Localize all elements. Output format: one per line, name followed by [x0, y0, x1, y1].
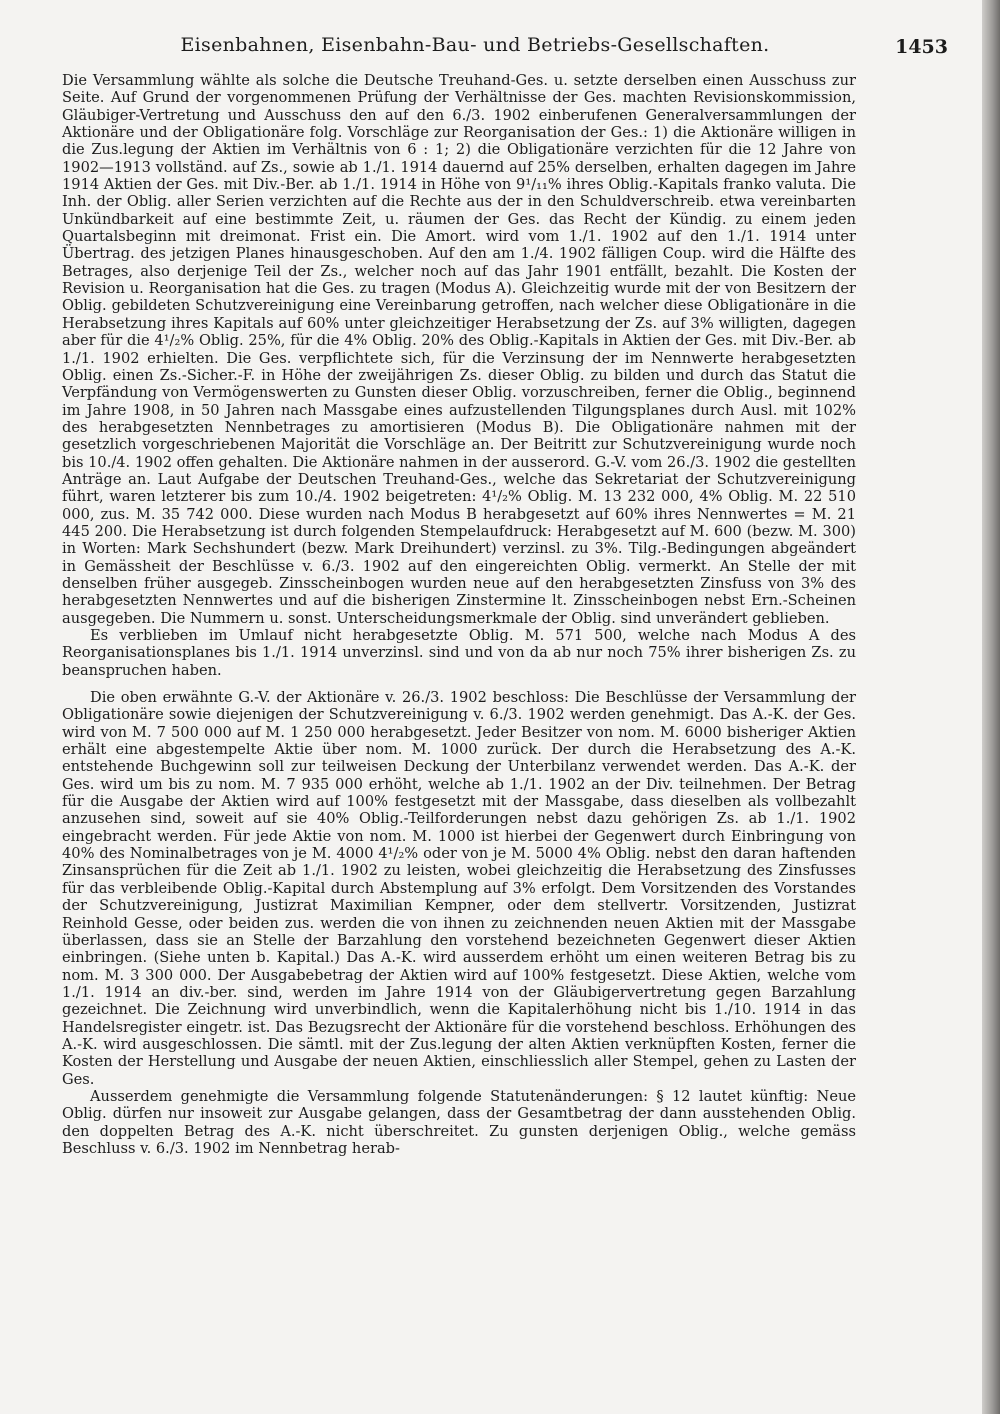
paragraph-reorganisation: Die Versammlung wählte als solche die Deutsche Treuhand-Ges. u. setzte derselben einen Ausschuss zur Seite. Auf Grund der vorgenommenen Prüfung der Verhältnisse der Ges. machten Revisionskommission, Gläubiger-Vertretung und Ausschuss den auf den 6./3. 1902 einberufenen Generalversammlungen der Aktionäre und der Obligationäre folg. Vorschläge zur Reorganisation der Ges.: 1) die Aktionäre willigen in die Zus.legung der Aktien im Verhältnis von 6 : 1; 2) die Obligationäre verzichten für die 12 Jahre von 1902—1913 vollständ. auf Zs., sowie ab 1./1. 1914 dauernd auf 25% derselben, erhalten dagegen im Jahre 1914 Aktien der Ges. mit Div.-Ber. ab 1./1. 1914 in Höhe von 9¹/₁₁% ihres Oblig.-Kapitals franko valuta. Die Inh. der Oblig. aller Serien verzichten auf die Rechte aus der in den Schuldverschreib. etwa vereinbarten Unkündbarkeit auf eine bestimmte Zeit, u. räumen der Ges. das Recht der Kündig. zu einem jeden Quartalsbeginn mit dreimonat. Frist ein. Die Amort. wird vom 1./1. 1902 auf den 1./1. 1914 unter Übertrag. des jetzigen Planes hinausgeschoben. Auf den am 1./4. 1902 fälligen Coup. wird die Hälfte des Betrages, also derjenige Teil der Zs., welcher noch auf das Jahr 1901 entfällt, bezahlt. Die Kosten der Revision u. Reorganisation hat die Ges. zu tragen (Modus A). Gleichzeitig wurde mit der von Besitzern der Oblig. gebildeten Schutzvereinigung eine Vereinbarung getroffen, nach welcher diese Obligationäre in die Herabsetzung ihres Kapitals auf 60% unter gleichzeitiger Herabsetzung der Zs. auf 3% willigten, dagegen aber für die 4¹/₂% Oblig. 25%, für die 4% Oblig. 20% des Oblig.-Kapitals in Aktien der Ges. mit Div.-Ber. ab 1./1. 1902 erhielten. Die Ges. verpflichtete sich, für die Verzinsung der im Nennwerte herabgesetzten Oblig. einen Zs.-Sicher.-F. in Höhe der zweijährigen Zs. dieser Oblig. zu bilden und durch das Statut die Verpfändung von Vermögenswerten zu Gunsten dieser Oblig. vorzuschreiben, ferner die Oblig., beginnend im Jahre 1908, in 50 Jahren nach Massgabe eines aufzustellenden Tilgungsplanes durch Ausl. mit 102% des herabgesetzten Nennbetrages zu amortisieren (Modus B). Die Obligationäre nahmen mit der gesetzlich vorgeschriebenen Majorität die Vorschläge an. Der Beitritt zur Schutzvereinigung wurde noch bis 10./4. 1902 offen gehalten. Die Aktionäre nahmen in der ausserord. G.-V. vom 26./3. 1902 die gestellten Anträge an. Laut Aufgabe der Deutschen Treuhand-Ges., welche das Sekretariat der Schutzvereinigung führt, waren letzterer bis zum 10./4. 1902 beigetreten: 4¹/₂% Oblig. M. 13 232 000, 4% Oblig. M. 22 510 000, zus. M. 35 742 000. Diese wurden nach Modus B herabgesetzt auf 60% ihres Nennwertes = M. 21 445 200. Die Herabsetzung ist durch folgenden Stempelaufdruck: Herabgesetzt auf M. 600 (bezw. M. 300) in Worten: Mark Sechshundert (bezw. Mark Dreihundert) verzinsl. zu 3%. Tilg.-Bedingungen abgeändert in Gemässheit der Beschlüsse v. 6./3. 1902 auf den eingereichten Oblig. vermerkt. An Stelle der mit denselben früher ausgegeb. Zinsscheinbogen wurden neue auf den herabgesetzten Zinsfuss von 3% des herabgesetzten Nennwertes und auf die bisherigen Zinstermine lt. Zinsscheinbogen nebst Ern.-Scheinen ausgegeben. Die Nummern u. sonst. Unterscheidungsmerkmale der Oblig. sind unverändert geblieben. — [62, 72, 856, 627]
paragraph-shareholder-meeting: Die oben erwähnte G.-V. der Aktionäre v. 26./3. 1902 beschloss: Die Beschlüsse der Versammlung der Obligationäre sowie diejenigen der Schutzvereinigung v. 6./3. 1902 werden genehmigt. Das A.-K. der Ges. wird von M. 7 500 000 auf M. 1 250 000 herabgesetzt. Jeder Besitzer von nom. M. 6000 bisheriger Aktien erhält eine abgestempelte Aktie über nom. M. 1000 zurück. Der durch die Herabsetzung des A.-K. entstehende Buchgewinn soll zur teilweisen Deckung der Unterbilanz verwendet werden. Das A.-K. der Ges. wird um bis zu nom. M. 7 935 000 erhöht, welche ab 1./1. 1902 an der Div. teilnehmen. Der Betrag für die Ausgabe der Aktien wird auf 100% festgesetzt mit der Massgabe, dass dieselben als vollbezahlt anzusehen sind, soweit auf sie 40% Oblig.-Teilforderungen nebst dazu gehörigen Zs. ab 1./1. 1902 eingebracht werden. Für jede Aktie von nom. M. 1000 ist hierbei der Gegenwert durch Einbringung von 40% des Nominalbetrages von je M. 4000 4¹/₂% oder von je M. 5000 4% Oblig. nebst den daran haftenden Zinsansprüchen für die Zeit ab 1./1. 1902 zu leisten, wobei gleichzeitig die Herabsetzung des Zinsfusses für das verbleibende Oblig.-Kapital durch Abstemplung auf 3% erfolgt. Dem Vorsitzenden des Vorstandes der Schutzvereinigung, Justizrat Maximilian Kempner, oder dem stellvertr. Vorsitzenden, Justizrat Reinhold Gesse, oder beiden zus. werden die von ihnen zu zeichnenden neuen Aktien mit der Massgabe überlassen, dass sie an Stelle der Barzahlung den vorstehend bezeichneten Gegenwert dieser Aktien einbringen. (Siehe unten b. Kapital.) Das A.-K. wird ausserdem erhöht um einen weiteren Betrag bis zu nom. M. 3 300 000. Der Ausgabebetrag der Aktien wird auf 100% festgesetzt. Diese Aktien, welche vom 1./1. 1914 an div.-ber. sind, werden im Jahre 1914 von der Gläubigervertretung gegen Barzahlung gezeichnet. Die Zeichnung wird unverbindlich, wenn die Kapitalerhöhung nicht bis 1./10. 1914 in das Handelsregister eingetr. ist. Das Bezugsrecht der Aktionäre für die vorstehend beschloss. Erhöhungen des A.-K. wird ausgeschlossen. Die sämtl. mit der Zus.legung der alten Aktien verknüpften Kosten, ferner die Kosten der Herstellung und Ausgabe der neuen Aktien, einschliesslich aller Stempel, gehen zu Lasten der Ges. — [62, 689, 856, 1088]
page-header — [62, 30, 948, 60]
page-binding-edge — [982, 0, 1000, 1414]
page-number: 1453 — [895, 36, 948, 58]
running-title: Eisenbahnen, Eisenbahn-Bau- und Betriebs-Gesellschaften. — [180, 34, 770, 56]
paragraph-statute-changes: Ausserdem genehmigte die Versammlung folgende Statutenänderungen: § 12 lautet künftig: Neue Oblig. dürfen nur insoweit zur Ausgabe gelangen, dass der Gesamtbetrag der dann ausstehenden Oblig. den doppelten Betrag des A.-K. nicht überschreitet. Zu gunsten derjenigen Oblig., welche gemäss Beschluss v. 6./3. 1902 im Nennbetrag herab- — [62, 1087, 856, 1157]
body-text — [62, 72, 856, 1157]
paragraph-remaining-bonds: Es verblieben im Umlauf nicht herabgesetzte Oblig. M. 571 500, welche nach Modus A des Reorganisationsplanes bis 1./1. 1914 unverzinsl. sind und von da ab nur noch 75% ihrer bisherigen Zs. zu beanspruchen haben. — [62, 627, 856, 679]
